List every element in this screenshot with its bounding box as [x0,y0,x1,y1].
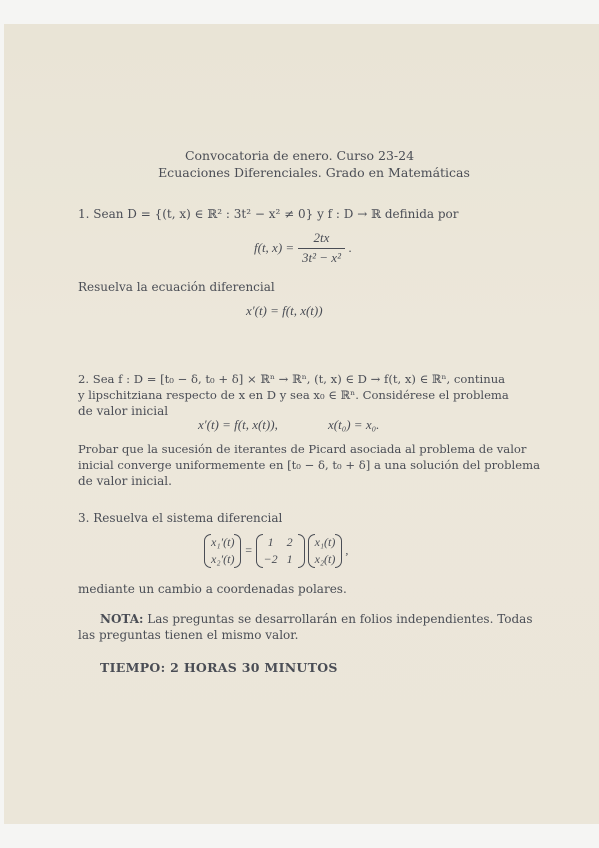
lhs-row-2: x₂′(t) [211,552,235,566]
function-fraction [298,230,345,267]
note-line-2: las preguntas tienen el mismo valor. [78,628,299,642]
function-period: . [348,239,353,255]
note-label: NOTA: [100,612,144,626]
matrix-entry-22: 1 [286,552,293,566]
question-1-text: Resuelva la ecuación diferencial [78,280,275,294]
question-2-prove-line-3: de valor inicial. [78,474,172,488]
question-2-ivp-initial: x(t₀) = x₀. [328,417,380,432]
header-line-2: Ecuaciones Diferenciales. Grado en Matemáticas [158,165,470,180]
note-text-1: Las preguntas se desarrollarán en folios independientes. Todas [147,612,533,626]
fraction-denominator: 3t² − x² [302,249,341,265]
lhs-row-1: x₁′(t) [211,535,235,549]
exam-duration: TIEMPO: 2 HORAS 30 MINUTOS [100,660,338,675]
matrix-entry-21: −2 [263,552,278,566]
question-2-line-1: 2. Sea f : D = [t₀ − δ, t₀ + δ] × ℝⁿ → ℝⁿ, (t, x) ∈ D → f(t, x) ∈ ℝⁿ, continua [78,372,506,386]
rhs-vector [308,534,343,568]
question-1-ode: x′(t) = f(t, x(t)) [246,303,323,318]
lhs-vector [204,534,241,568]
function-lhs: f(t, x) = [254,239,295,255]
system-equals: = [244,542,253,557]
system-comma: , [345,542,349,557]
question-2-prove-line-2: inicial converge uniformemente en [t₀ − δ, t₀ + δ] a una solución del problema [78,458,541,472]
question-2-prove-line-1: Probar que la sucesión de iterantes de Picard asociada al problema de valor [78,442,527,456]
question-3-system [204,534,348,568]
coefficient-matrix [256,534,305,568]
header-line-1: Convocatoria de enero. Curso 23-24 [184,148,415,163]
question-2-line-2: y lipschitziana respecto de x en D y sea x₀ ∈ ℝⁿ. Considérese el problema [78,388,509,402]
question-2-line-3: de valor inicial [78,404,169,418]
matrix-entry-11: 1 [267,535,274,549]
matrix-entry-12: 2 [286,535,293,549]
question-1-intro: 1. Sean D = {(t, x) ∈ ℝ² : 3t² − x² ≠ 0} y f : D → ℝ definida por [78,207,459,221]
question-1-function [254,230,352,267]
rhs-row-1: x₁(t) [314,535,336,549]
question-3-method: mediante un cambio a coordenadas polares. [78,582,347,596]
note-line-1 [100,612,533,628]
rhs-row-2: x₂(t) [314,552,336,566]
question-2-ivp-ode: x′(t) = f(t, x(t)), [198,417,278,432]
fraction-numerator: 2tx [298,230,345,249]
question-3-intro: 3. Resuelva el sistema diferencial [78,511,283,525]
